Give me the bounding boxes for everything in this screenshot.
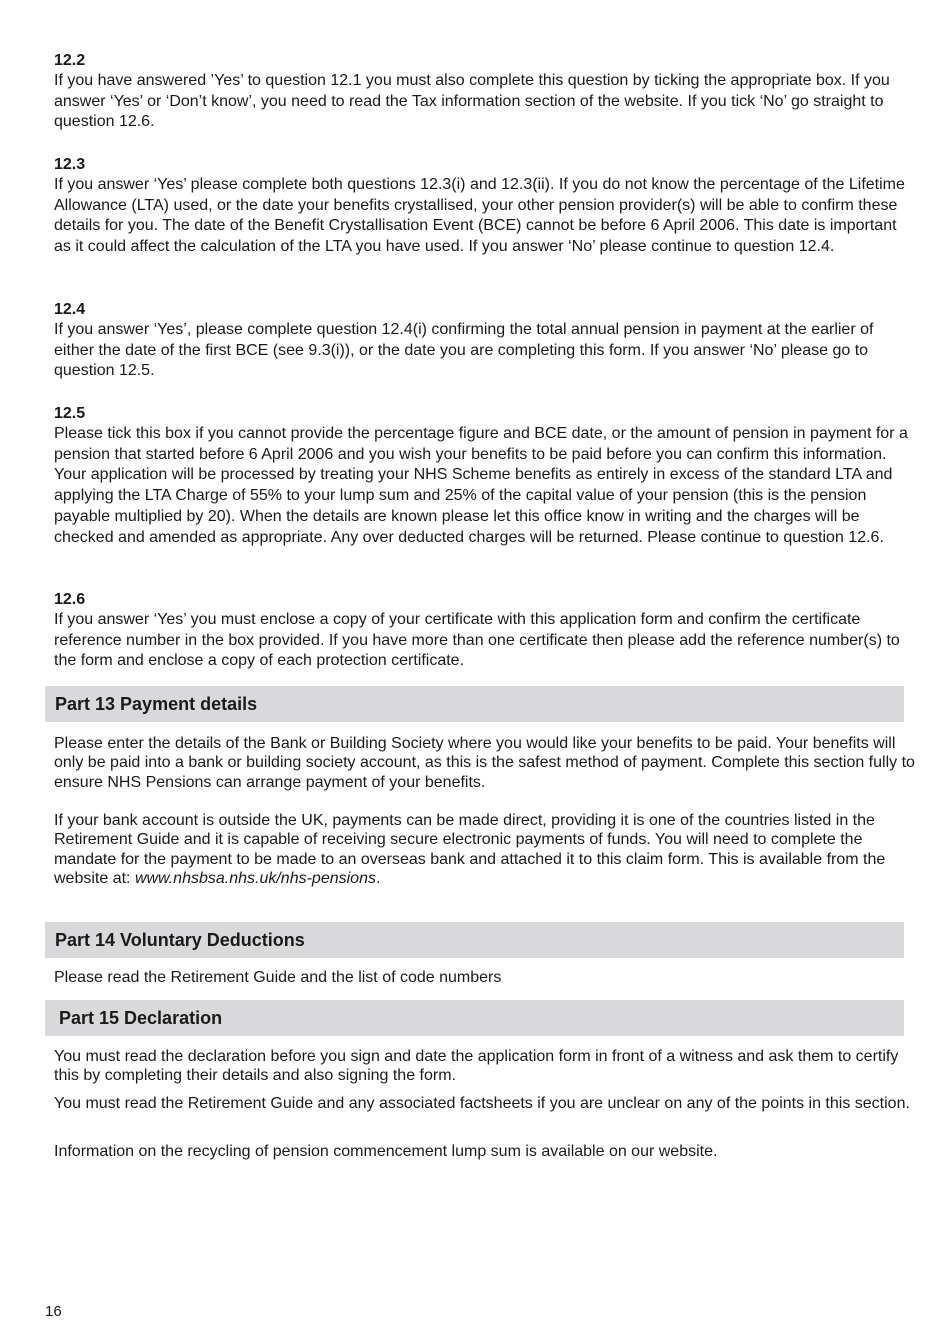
question-text: If you answer ‘Yes’, please complete question 12.4(i) confirming the total annual pension in payment at the earlier of either the date of the first BCE (see 9.3(i)), or the date you are completing this form. If you answer ‘No’ please go to question 12.5.: [54, 321, 874, 380]
question-number: 12.4: [54, 301, 86, 318]
part-13-paragraph-2: [54, 811, 920, 888]
question-text: If you answer ‘Yes’ please complete both questions 12.3(i) and 12.3(ii). If you do not know the percentage of the Lifetime Allowance (LTA) used, or the date your benefits crystallised, your other pension provider(s) will be able to confirm these details for you. The date of the Benefit Crystallisation Event (BCE) cannot be before 6 April 2006. This date is important as it could affect the calculation of the LTA you have used. If you answer ‘No’ please continue to question 12.4.: [54, 176, 905, 256]
question-12-4: [54, 300, 914, 382]
question-number: 12.6: [54, 591, 86, 608]
question-12-5: [54, 404, 914, 548]
part-13-heading: Part 13 Payment details: [45, 686, 904, 722]
question-number: 12.3: [54, 156, 86, 173]
question-12-6: [54, 590, 914, 672]
part-13-paragraph-1: Please enter the details of the Bank or Building Society where you would like your benefits to be paid. Your benefits will only be paid into a bank or building society account, as this is the safest method of payment. Complete this section fully to ensure NHS Pensions can arrange payment of your benefits.: [54, 735, 915, 791]
question-number: 12.2: [54, 52, 86, 69]
part-13-paragraph-2-end: .: [375, 869, 381, 887]
part-15-paragraph-1: You must read the declaration before you sign and date the application form in front of a witness and ask them to certify this by completing their details and also signing the form.: [54, 1048, 899, 1085]
part-14-heading: Part 14 Voluntary Deductions: [45, 922, 904, 958]
part-15-paragraph-3: Information on the recycling of pension commencement lump sum is available on our website.: [54, 1143, 718, 1160]
page-number: 16: [45, 1303, 62, 1320]
question-text: If you have answered ’Yes’ to question 12.1 you must also complete this question by ticking the appropriate box. If you answer ‘Yes’ or ‘Don’t know’, you need to read the Tax information section of the website. If you tick ‘No’ go straight to question 12.6.: [54, 72, 890, 131]
question-text: Please tick this box if you cannot provide the percentage figure and BCE date, or the amount of pension in payment for a pension that started before 6 April 2006 and you wish your benefits to be paid before you can confirm this information. Your application will be processed by treating your NHS Scheme benefits as entirely in excess of the standard LTA and applying the LTA Charge of 55% to your lump sum and 25% of the capital value of your pension (this is the pension payable multiplied by 20). When the details are known please let this office know in writing and the charges will be checked and amended as appropriate. Any over deducted charges will be returned. Please continue to question 12.6.: [54, 425, 908, 546]
question-text: If you answer ‘Yes’ you must enclose a copy of your certificate with this application form and confirm the certificate reference number in the box provided. If you have more than one certificate then please add the reference number(s) to the form and enclose a copy of each protection certificate.: [54, 611, 900, 670]
question-12-2: [54, 51, 914, 133]
part-14-paragraph-1: Please read the Retirement Guide and the list of code numbers: [54, 969, 502, 986]
part-15-paragraph-2: You must read the Retirement Guide and any associated factsheets if you are unclear on any of the points in this section.: [54, 1095, 910, 1112]
part-15-heading: Part 15 Declaration: [45, 1000, 904, 1036]
website-link[interactable]: www.nhsbsa.nhs.uk/nhs-pensions: [134, 869, 376, 887]
question-number: 12.5: [54, 405, 86, 422]
question-12-3: [54, 155, 914, 258]
part-13-paragraph-2-text: If your bank account is outside the UK, payments can be made direct, providing it is one of the countries listed in the Retirement Guide and it is capable of receiving secure electronic payments of funds. You will need to complete the mandate for the payment to be made to an overseas bank and attached it to this claim form. This is available from the website at:: [54, 812, 886, 887]
